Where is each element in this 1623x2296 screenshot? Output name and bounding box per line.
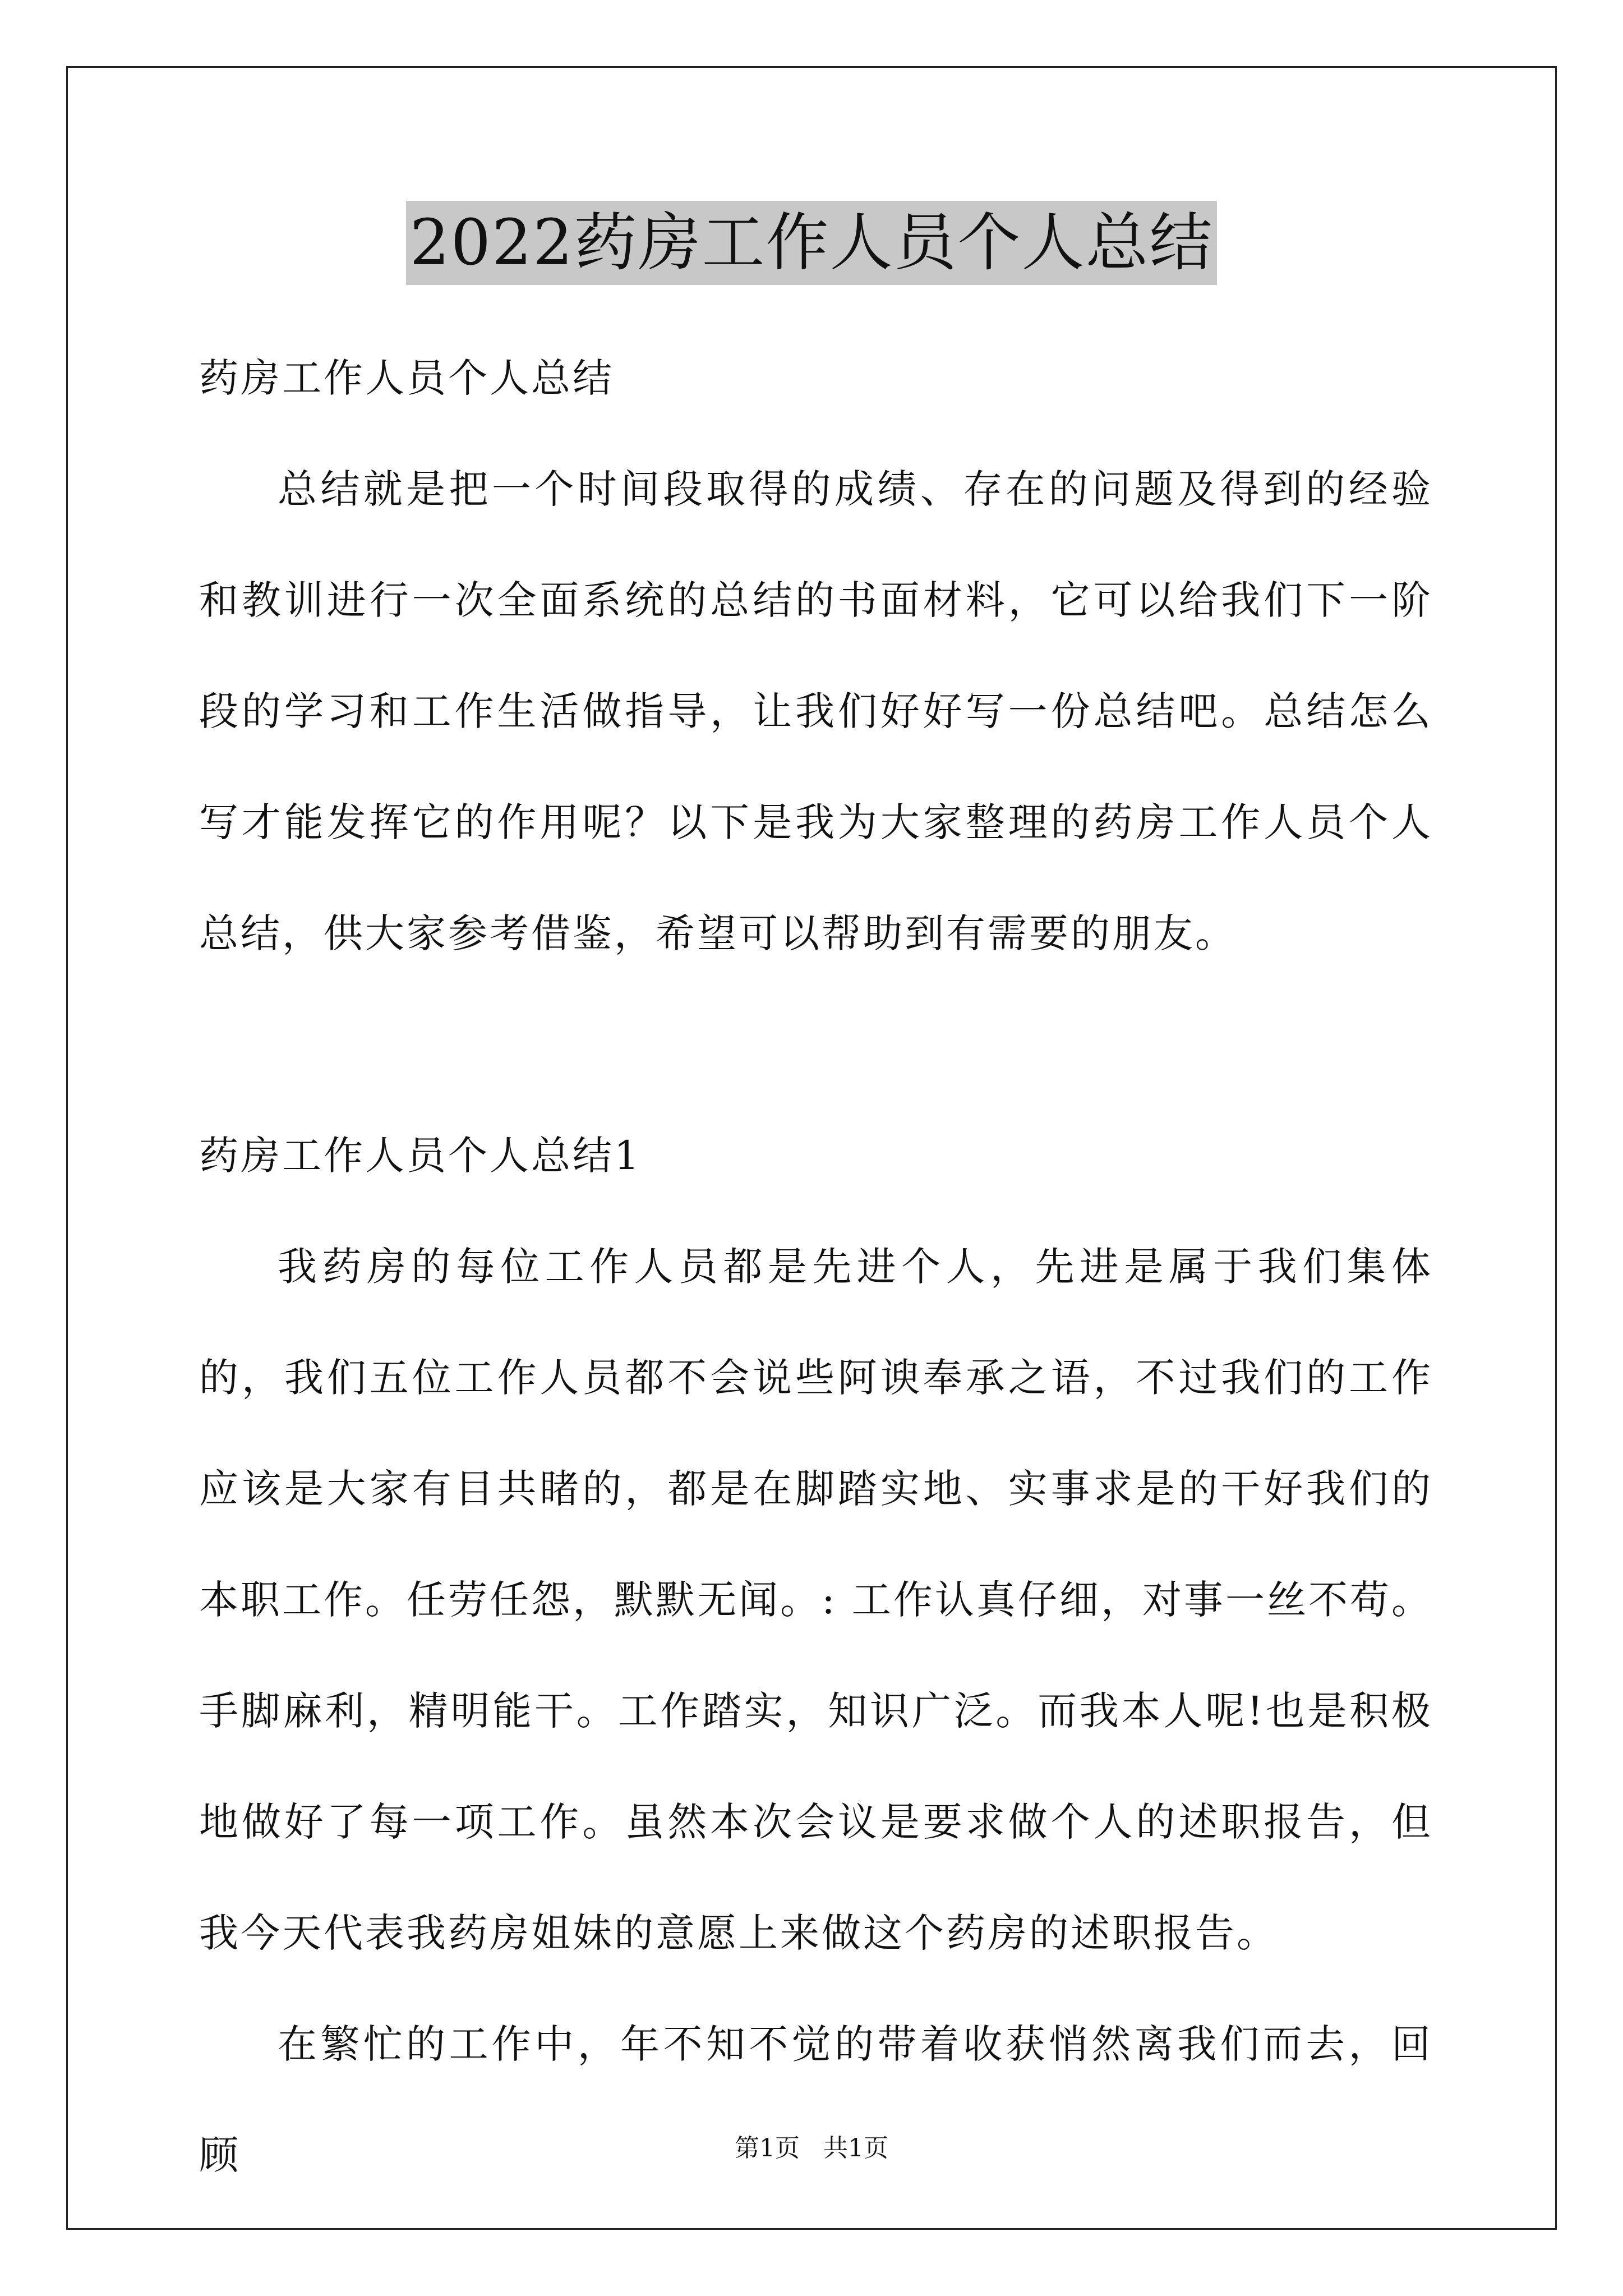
page-number: 第1页 [735,2134,800,2162]
title-container [0,201,1623,285]
section-spacer [199,989,1433,1100]
intro-paragraph: 总结就是把一个时间段取得的成绩、存在的问题及得到的经验和教训进行一次全面系统的总结的书面材料，它可以给我们下一阶段的学习和工作生活做指导，让我们好好写一份总结吧。总结怎么写才能发挥它的作用呢？以下是我为大家整理的药房工作人员个人总结，供大家参考借鉴，希望可以帮助到有需要的朋友。 [199,466,1433,956]
subtitle: 药房工作人员个人总结 [199,355,614,401]
section-heading: 药房工作人员个人总结1 [199,1133,642,1179]
document-title: 2022药房工作人员个人总结 [406,201,1216,285]
document-body [199,323,1433,2211]
body-paragraph: 在繁忙的工作中，年不知不觉的带着收获悄然离我们而去，回顾 [199,2021,1433,2178]
body-paragraph: 我药房的每位工作人员都是先进个人，先进是属于我们集体的，我们五位工作人员都不会说些阿谀奉承之语，不过我们的工作应该是大家有目共睹的，都是在脚踏实地、实事求是的干好我们的本职工作。任劳任怨，默默无闻。: 工作认真仔细，对事一丝不苟。手脚麻利，精明能干。工作踏实，知识广泛。而我本人呢!也是积极地做好了每一项工作。虽然本次会议是要求做个人的述职报告，但我今天代表我药房姐妹的意愿上来做这个药房的述职报告。 [199,1244,1433,1956]
page-total: 共1页 [823,2134,888,2162]
page-footer [0,2132,1623,2165]
